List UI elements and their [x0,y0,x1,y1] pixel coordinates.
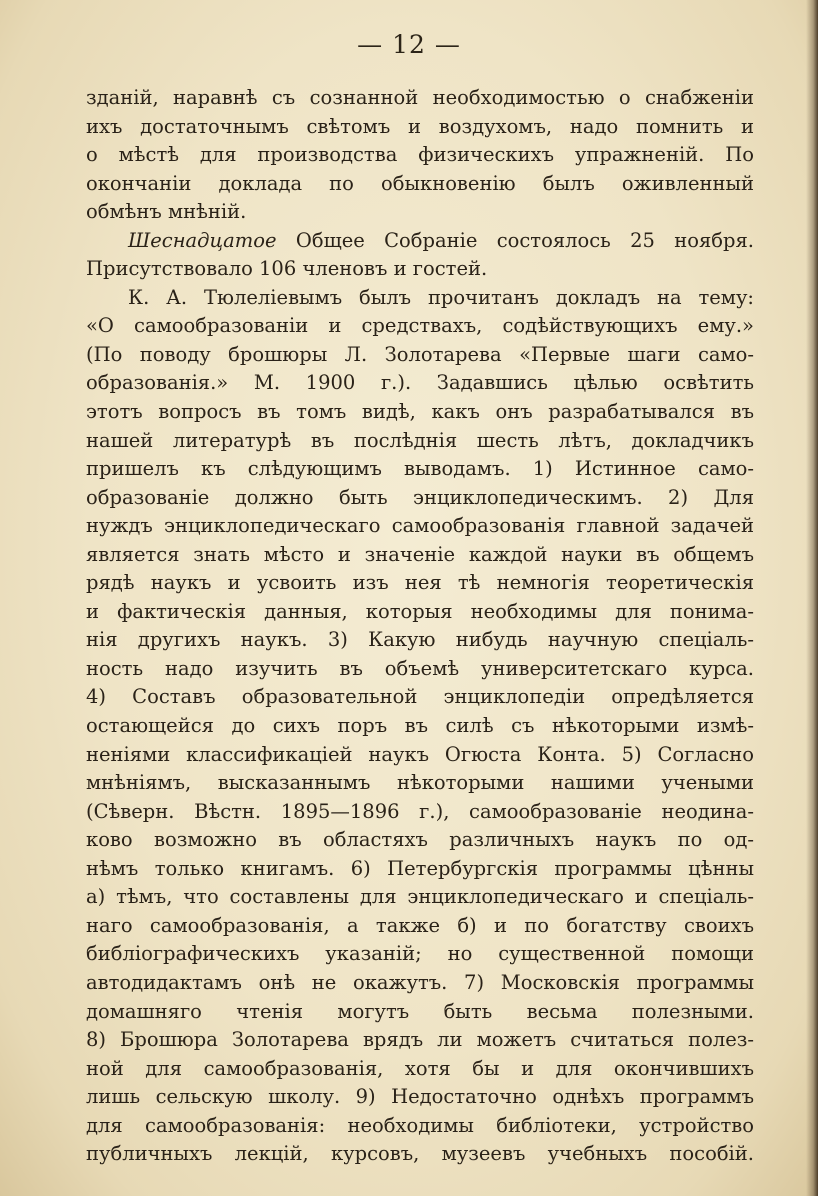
text-line: окончаніи доклада по обыкновенію былъ оживленный [86,171,754,195]
text-line: нія другихъ наукъ. 3) Какую нибудь научную спеціаль- [86,628,754,652]
text-line: мнѣніямъ, высказаннымъ нѣкоторыми нашими учеными [86,771,754,795]
text-line: образованія.» М. 1900 г.). Задавшись цѣлью освѣтить [86,371,754,395]
text-line: а) тѣмъ, что составлены для энциклопедическаго и спеціаль- [86,885,754,909]
text-line: публичныхъ лекцій, курсовъ, музеевъ учебныхъ пособій. [86,1142,754,1166]
italic-ordinal: Шеснадцатое [128,228,277,252]
page-number: — 12 — [357,30,461,59]
page-body-text [86,84,754,1169]
text-line: обмѣнъ мнѣній. [86,200,247,224]
text-line: нуждъ энциклопедическаго самообразованія главной задачей [86,514,754,538]
text-line-paragraph-start [86,227,754,256]
text-line: остающейся до сихъ поръ въ силѣ съ нѣкоторыми измѣ- [86,714,754,738]
text-line: библіографическихъ указаній; но существенной помощи [86,942,754,966]
text-line: для самообразованія: необходимы библіотеки, устройство [86,1113,754,1137]
text-line: пришелъ къ слѣдующимъ выводамъ. 1) Истинное само- [86,457,754,481]
text-line: (По поводу брошюры Л. Золотарева «Первые шаги само- [86,342,754,366]
text-line: ихъ достаточнымъ свѣтомъ и воздухомъ, надо помнить и [86,114,754,138]
text-line: 4) Составъ образовательной энциклопедіи опредѣляется [86,685,754,709]
text-line: лишь сельскую школу. 9) Недостаточно однѣхъ программъ [86,1085,754,1109]
text-line: ной для самообразованія, хотя бы и для окончившихъ [86,1056,754,1080]
text-line: является знать мѣсто и значеніе каждой науки въ общемъ [86,542,754,566]
text-line: неніями классификаціей наукъ Огюста Конта. 5) Согласно [86,742,754,766]
text-line: рядѣ наукъ и усвоить изъ нея тѣ немногія теоретическія [86,571,754,595]
page-edge-shadow [806,0,818,1196]
text-line: нашей литературѣ въ послѣднія шесть лѣтъ, докладчикъ [86,428,754,452]
text-line: Присутствовало 106 членовъ и гостей. [86,257,488,281]
text-line: о мѣстѣ для производства физическихъ упражненій. По [86,143,754,167]
text-line: домашняго чтенія могутъ быть весьма полезными. [86,999,754,1023]
text-line: «О самообразованіи и средствахъ, содѣйствующихъ ему.» [86,314,754,338]
text-line: нѣмъ только книгамъ. 6) Петербургскія программы цѣнны [86,856,754,880]
text-line: и фактическія данныя, которыя необходимы для понима- [86,599,754,623]
text-line: образованіе должно быть энциклопедическимъ. 2) Для [86,485,754,509]
text-line: (Сѣверн. Вѣстн. 1895—1896 г.), самообразованіе неодина- [86,799,754,823]
text-line: автодидактамъ онѣ не окажутъ. 7) Московскія программы [86,970,754,994]
text-line-rest: Общее Собраніе состоялось 25 ноября. [276,228,754,252]
text-line-paragraph-start: К. А. Тюлеліевымъ былъ прочитанъ докладъ на тему: [128,285,754,309]
text-line: ково возможно въ областяхъ различныхъ наукъ по од- [86,828,754,852]
text-line: этотъ вопросъ въ томъ видѣ, какъ онъ разрабатывался въ [86,400,754,424]
text-line: 8) Брошюра Золотарева врядъ ли можетъ считаться полез- [86,1028,754,1052]
text-line: ность надо изучить въ объемѣ университетскаго курса. [86,656,754,680]
text-line: наго самообразованія, а также б) и по богатству своихъ [86,913,754,937]
text-line: зданій, наравнѣ съ сознанной необходимостью о снабженіи [86,86,754,109]
